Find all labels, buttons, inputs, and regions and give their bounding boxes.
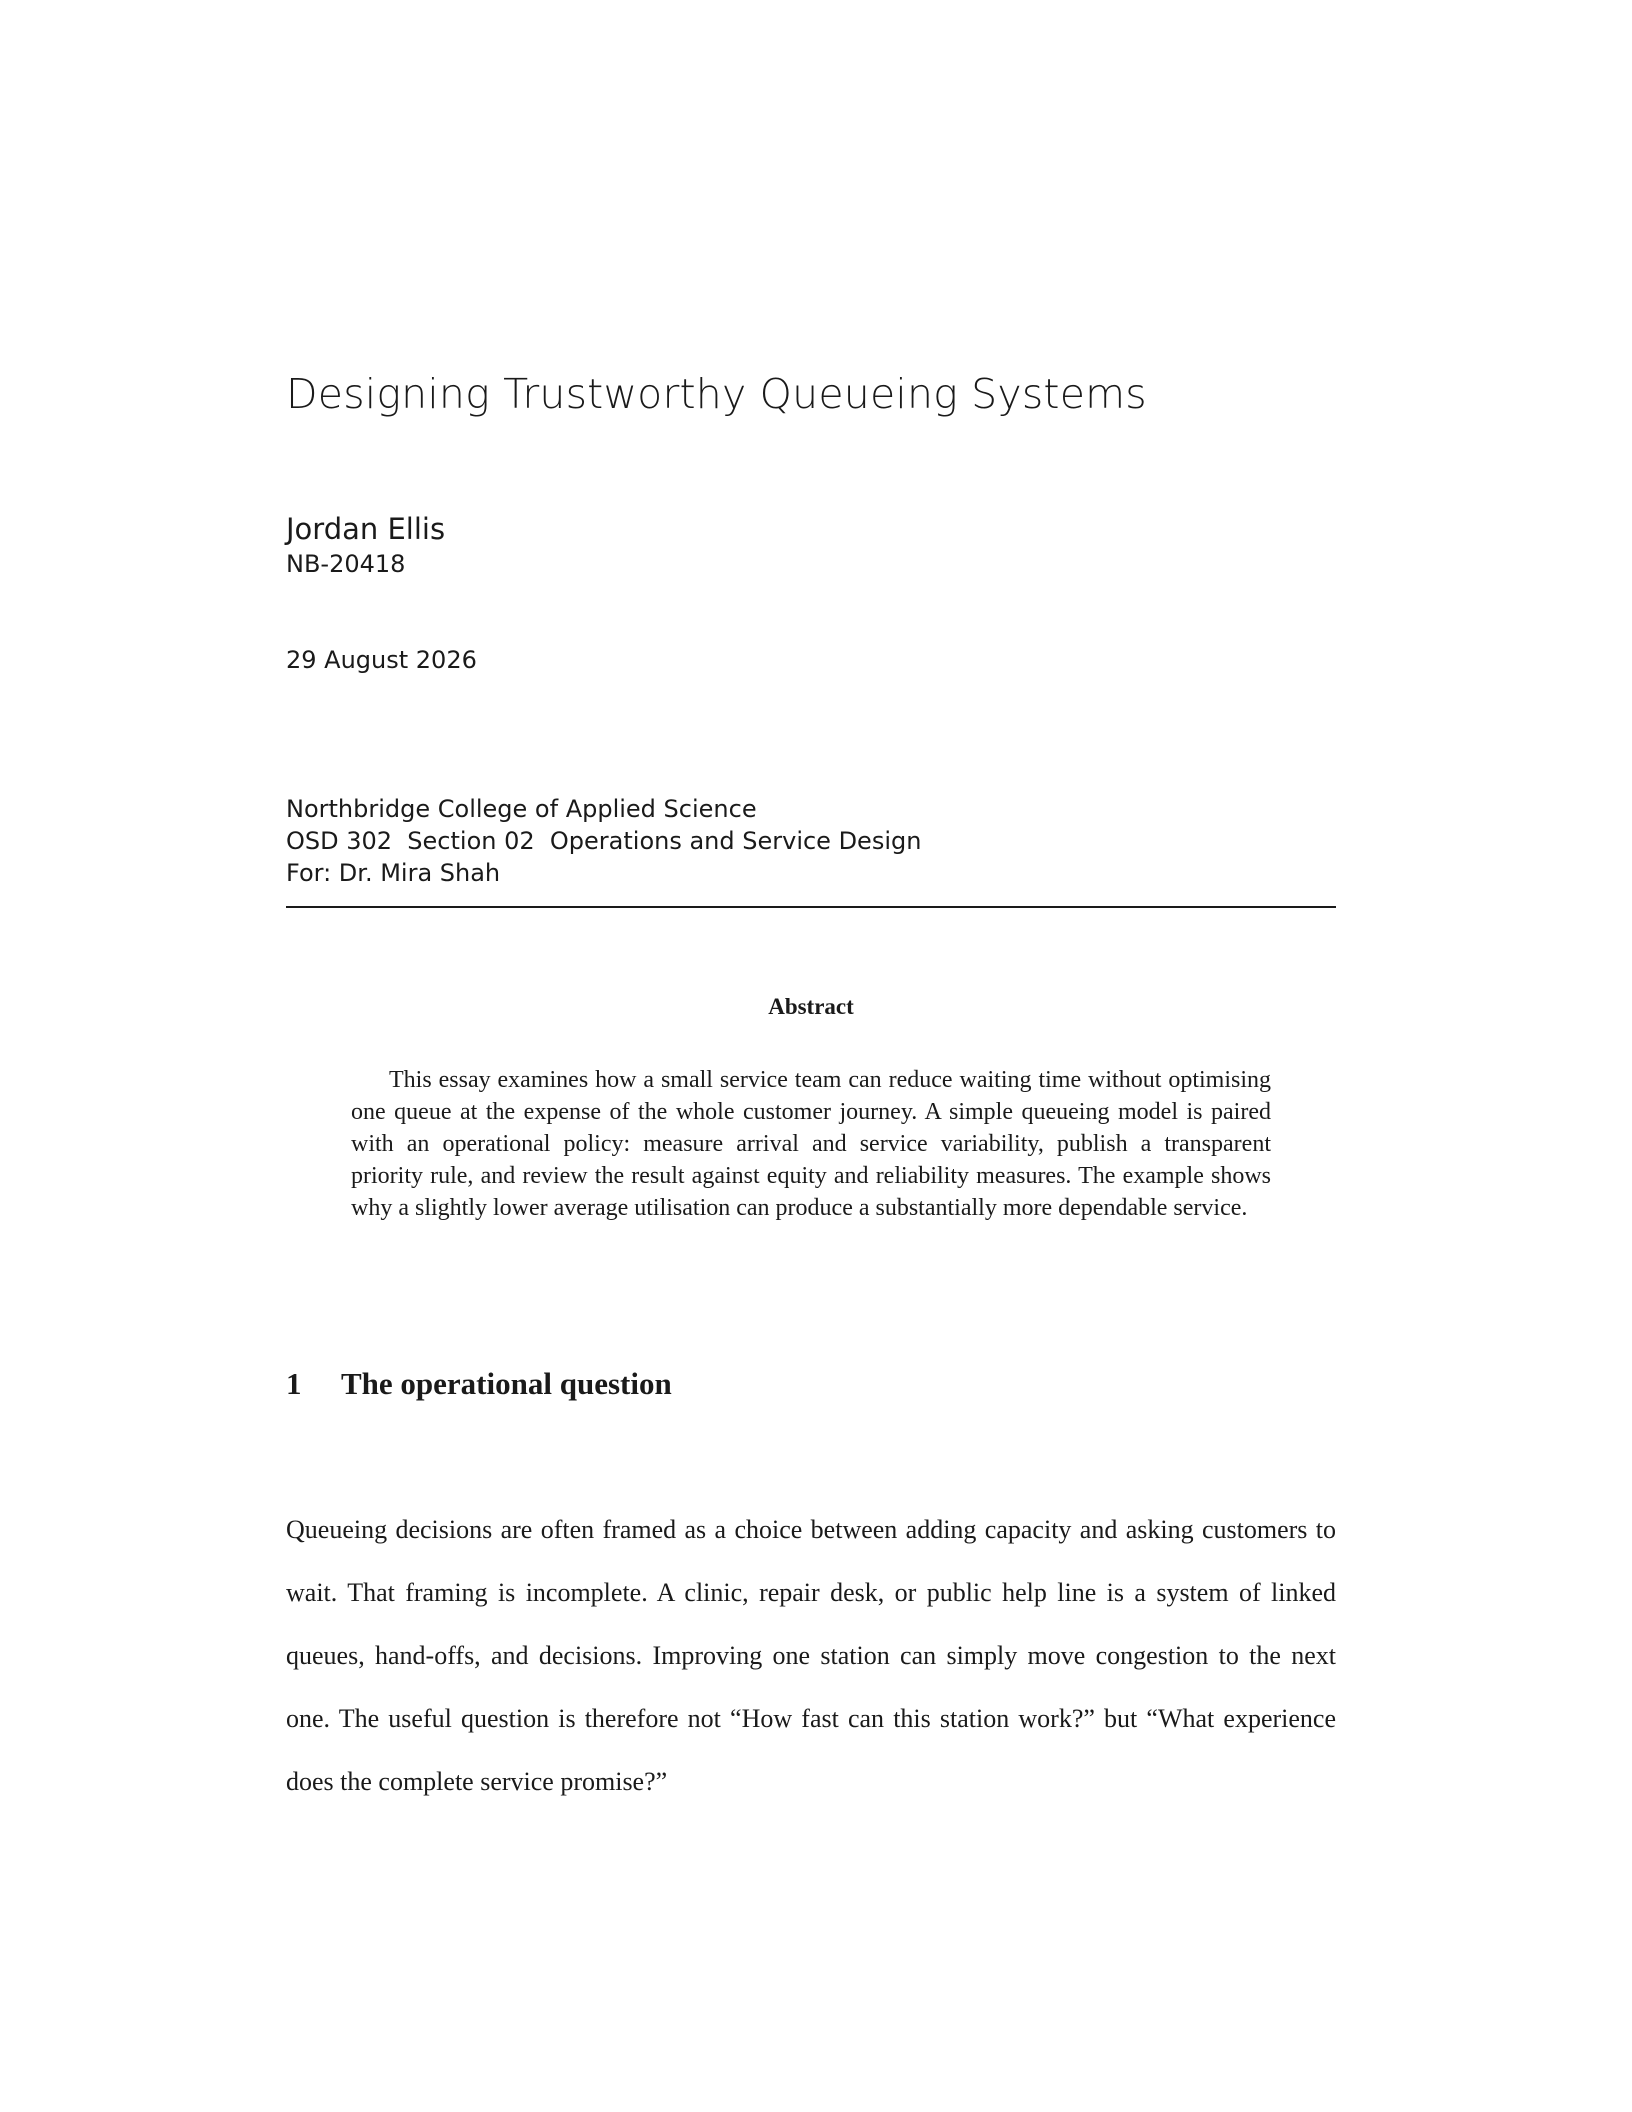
submission-date: 29 August 2026 — [286, 646, 477, 674]
instructor-info: For: Dr. Mira Shah — [286, 859, 501, 887]
abstract-heading: Abstract — [768, 994, 854, 1019]
author-id: NB-20418 — [286, 550, 406, 578]
section-title: The operational question — [341, 1366, 672, 1401]
section-heading — [286, 1366, 672, 1402]
section-number: 1 — [286, 1366, 302, 1401]
course-info: OSD 302 Section 02 Operations and Service Design — [286, 827, 922, 855]
header-divider — [286, 906, 1336, 908]
abstract-text: This essay examines how a small service team can reduce waiting time without optimising one queue at the expense of the whole customer journey. A simple queueing model is paired with an operational policy: measure arrival and service variability, publish a transparent priority rule, and review the result against equity and reliability measures. The example shows why a slightly lower average utilisation can produce a substantially more dependable service. — [351, 1067, 1271, 1221]
paper-title: Designing Trustworthy Queueing Systems — [286, 370, 1147, 418]
institution-name: Northbridge College of Applied Science — [286, 795, 757, 823]
body-paragraph: Queueing decisions are often framed as a choice between adding capacity and asking customers to wait. That framing is incomplete. A clinic, repair desk, or public help line is a system of linked queues, hand-offs, and decisions. Improving one station can simply move congestion to the next one. The useful question is therefore not “How fast can this station work?” but “What experience does the complete service promise?” — [286, 1515, 1336, 1796]
author-name: Jordan Ellis — [286, 512, 446, 546]
